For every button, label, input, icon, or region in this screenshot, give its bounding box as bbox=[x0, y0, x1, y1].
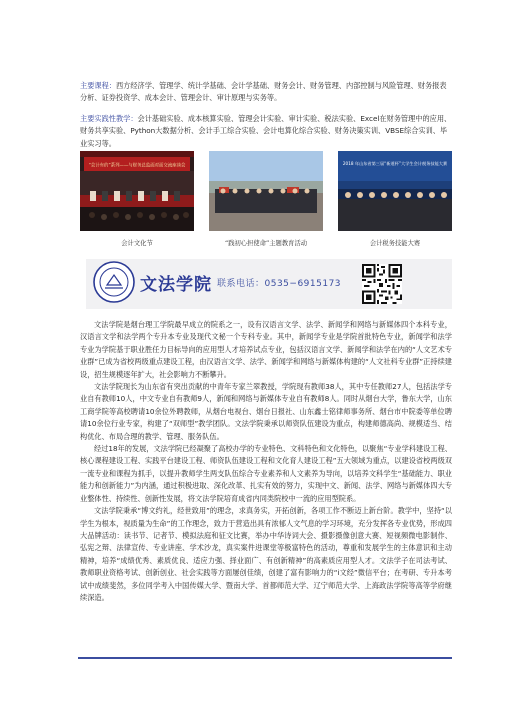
practice-courses bbox=[80, 113, 452, 150]
contest-group-image bbox=[338, 151, 452, 231]
main-courses bbox=[80, 80, 452, 105]
photo-theme-activity bbox=[209, 151, 323, 231]
caption-theme-activity: “践初心担使命”主题教育活动 bbox=[224, 240, 308, 247]
caption-skills-contest: 会计税务技能大赛 bbox=[369, 240, 421, 247]
practice-label: 主要实践性教学： bbox=[80, 113, 138, 123]
stage-image bbox=[80, 151, 194, 231]
main-courses-text: 西方经济学、管理学、统计学基础、会计学基础、财务会计、财务管理、内部控制与风险管理、财务报表分析、证券投资学、成本会计、管理会计、审计原理与实务等。 bbox=[80, 81, 447, 103]
contest-banner-text: 2018 年山东省第三届“新道杯”大学生会计税务技能大赛 bbox=[342, 161, 448, 166]
stage-banner-text: “会计有约”系列——与财务总监面对面交流座谈会 bbox=[88, 163, 186, 169]
caption-culture-festival: 会计文化节 bbox=[121, 240, 153, 247]
outdoor-group-image bbox=[209, 151, 323, 231]
photo-skills-contest bbox=[338, 151, 452, 231]
photo-culture-festival bbox=[80, 151, 194, 231]
paragraph-faculty: 文法学院现长为山东省有突出贡献的中青年专家兰翠教授，学院现有教师38人，其中专任教师27人，包括法学专业自有教师10人，中文专业自有教师9人，新闻和网络与新媒体专业自有教师8人。同时从烟台大学，鲁东大学，山东工商学院等高校聘请10余位外聘教师，从烟台电视台、烟台日报社、山东鑫士铭律师事务所、烟台市中院委等单位聘请10余位行业专家，构建了“双师型”教学团队。文法学院秉承以师资队伍建设为重点，构建师德高尚、规模适当、结构优化、布局合理的教学、管理、服务队伍。 bbox=[80, 382, 452, 441]
qr-code-icon bbox=[362, 264, 402, 304]
practice-text: 会计基础实验、成本核算实验、管理会计实验、审计实验、税法实验、Excel在财务管理中的应用、财务共享实验、Python大数据分析、会计手工综合实验、会计电算化综合实验、财务决策实训、VBSE综合实训、毕业实习等。 bbox=[80, 113, 452, 148]
college-seal-icon bbox=[93, 261, 135, 303]
department-description bbox=[80, 319, 452, 604]
paragraph-development: 经过18年的发展，文法学院已经凝聚了高校办学的专业特色、文科特色和文化特色，以聚焦“专业学科建设工程、核心课程建设工程、实践平台建设工程、师资队伍建设工程和文化育人建设工程”五大领域为重点，以建设省校两级双一流专业和课程为抓手，以提升教师学生两支队伍综合专业素养和人文素养为导向，以培养文科学生“基础能力、职业能力和创新能力”为内涵，通过积极进取、深化改革、扎实有效的努力，实现中文、新闻、法学、网络与新媒体四大专业整体性、持续性、创新性发展，将文法学院培育成省内同类院校中一流的应用型院系。 bbox=[80, 444, 452, 503]
paragraph-intro: 文法学院是烟台理工学院最早成立的院系之一，设有汉语言文学、法学、新闻学和网络与新媒体四个本科专业，汉语言文学和法学两个专升本专业及现代文秘一个专科专业。其中，新闻学专业是学院首批特色专业，新闻学和法学专业为学院基于职业胜任力目标导向的应用型人才培养试点专业，包括汉语言文学、新闻学和法学在内的“人文艺术专业群”已成为省校两级重点建设工程，由汉语言文学、法学、新闻学和网络与新媒体构建的“人文社科专业群”正持续建设，招生规模逐年扩大，社会影响力不断攀升。 bbox=[80, 320, 452, 379]
contact-phone: 联系电话：0535−6915173 bbox=[217, 279, 342, 289]
department-title: 文法学院 bbox=[140, 275, 212, 295]
main-courses-label: 主要课程： bbox=[80, 81, 116, 90]
footer-rule bbox=[78, 657, 452, 659]
courses-section bbox=[80, 80, 452, 150]
paragraph-philosophy: 文法学院秉承“博文约礼，经世致用”的理念，求真务实，开拓创新，各项工作不断迈上新台阶。教学中，坚持“以学生为根本，视质量为生命”的工作理念，致力于营造出具有浓郁人文气息的学习环境，充分发挥各专业优势，形成四大品牌活动：读书节、记者节、模拟法庭和征文比赛，举办中华诗词大会、摄影摄像创意大赛、短视频微电影制作、弘宪之辩、法律宣传、专业讲座、学术沙龙，真实案件进课堂等极富特色的活动，尊重和发展学生的主体意识和主动精神，培养“成绩优秀、素质优良、适应力强、择业面广、有创新精神”的高素质应用型人才。文法学子在司法考试、教师职业资格考试、创新创业、社会实践等方面屡创佳绩，创建了富有影响力的“i文经”微信平台；在考研、专升本考试中成绩斐然，多位同学考入中国传媒大学、暨南大学、首都师范大学、辽宁师范大学、上海政法学院等高等学府继续深造。 bbox=[80, 506, 452, 602]
